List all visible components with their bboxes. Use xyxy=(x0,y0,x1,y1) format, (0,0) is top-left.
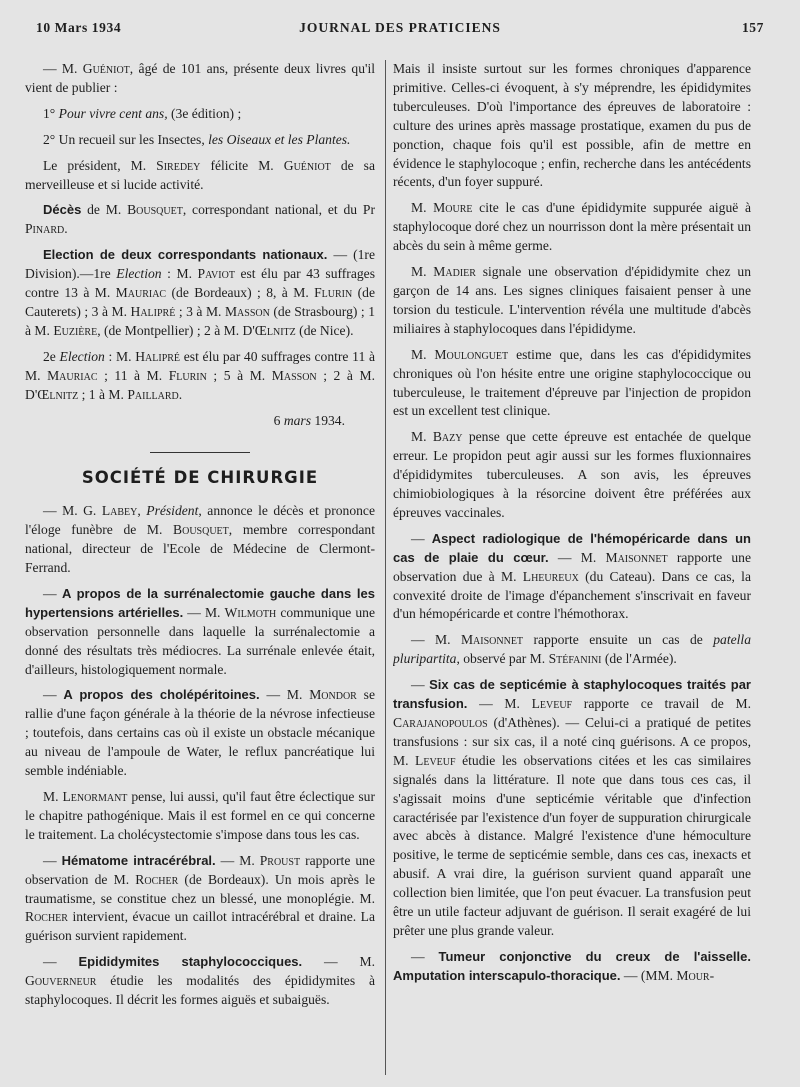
paragraph-labey: — M. G. Labey, Président, annonce le décès et prononce l'éloge funèbre de M. Bousquet, membre correspondant national, directeur de l'Ecole de Médecine de Clermont-Ferrand. xyxy=(25,503,375,576)
paragraph-book-1: 1° Pour vivre cent ans, (3e édition) ; xyxy=(43,105,242,121)
paragraph-president: Le président, M. Siredey félicite M. Guéniot de sa merveilleuse et si lucide activité. xyxy=(25,157,375,192)
paragraph-moure: M. Moure cite le cas d'une épididymite suppurée aiguë à staphylocoque doré chez un nourrisson dont la mère présentait un abcès du sein à même germe. xyxy=(393,200,751,254)
paragraph-surrenalectomie: — A propos de la surrénalectomie gauche dans les hypertensions artérielles. — M. Wilmoth communique une observation personnelle dans laquelle la surrénalectomie a donné des résultats très médiocres. La surrénale enlevée était, d'ailleurs, histologiquement normale. xyxy=(25,585,375,677)
paragraph-madier: M. Madier signale une observation d'épididymite chez un garçon de 14 ans. Les signes cliniques faisaient penser à une torsion du testicule. L'intervention révéla une multitude d'abcès miliaires à staphylocoques dans l'épididyme. xyxy=(393,264,751,336)
paragraph-septicemie: — Six cas de septicémie à staphylocoques traités par transfusion. — M. Leveuf rapporte ce travail de M. Carajanopoulos (d'Athènes). — Celui-ci a pratiqué de petites transfusions : sur six cas, il a noté cinq guérisons. A ce propos, M. Leveuf étudie les observations citées et les cas similaires signalés dans la littérature. Il note que dans tous ces cas, il s'agissait moins d'une septicémie véritable que d'infection caractérisée par l'existence d'un foyer de suppuration chirurgicale avec abcès à distance. Malgré l'existence d'une hémoculture positive, le terme de septicémie semble, dans ces cas, inexacts et abusif. A vrai dire, la guérison survient quand apparaît une collection bien limitée, que l'on peut évacuer. La transfusion peut être un utile facteur adjuvant de guérison. Il serait exagéré de lui prêter une plus grande valeur. xyxy=(393,677,751,938)
page-header xyxy=(36,16,764,38)
paragraph-election-1: Election de deux correspondants nationaux. — (1re Division).—1re Election : M. Paviot est élu par 43 suffrages contre 13 à M. Mauriac (de Bordeaux) ; 8, à M. Flurin (de Cauterets) ; 3 à M. Halipré ; 3 à M. Masson (de Strasbourg) ; 1 à M. Euzière, (de Montpellier) ; 2 à M. D'Œlnitz (de Nice). xyxy=(25,247,375,338)
paragraph-patella: — M. Maisonnet rapporte ensuite un cas de patella pluripartita, observé par M. Stéfanini (de l'Armée). xyxy=(393,632,751,667)
paragraph-gueniot-books: — M. Guéniot, âgé de 101 ans, présente deux livres qu'il vient de publier : xyxy=(25,61,375,95)
left-column xyxy=(25,60,375,1080)
paragraph-epididymites: — Epididymites staphylococciques. — M. Gouverneur étudie les modalités des épididymites à staphylocoques. Il décrit les formes aiguës et subaiguës. xyxy=(25,954,375,1008)
header-journal-title: JOURNAL DES PRATICIENS xyxy=(299,20,501,35)
section-separator xyxy=(150,452,250,453)
paragraph-formes-chroniques: Mais il insiste surtout sur les formes chroniques d'apparence primitive. Celles-ci évoquent, à s'y méprendre, les épididymites tuberculeuses. D'où l'importance des épreuves de laboratoire : culture des urines après massage prostatique, examen du pus de ponction, chaque fois qu'il est possible, afin de mettre en évidence le staphylocoque ; enfin, recherche dans les antécédents récents, d'un foyer suppuré. xyxy=(393,61,751,190)
right-column xyxy=(393,60,751,1080)
paragraph-book-2: 2° Un recueil sur les Insectes, les Oiseaux et les Plantes. xyxy=(43,131,351,147)
paragraph-moulonguet: M. Moulonguet estime que, dans les cas d'épididymites chroniques où l'on hésite entre une origine staphylococcique ou tuberculeuse, le traitement d'épreuve par l'injection de propidon est un excellent test clinique. xyxy=(393,346,751,419)
header-page-number: 157 xyxy=(741,20,764,35)
paragraph-lenormant: M. Lenormant pense, lui aussi, qu'il faut être éclectique sur le chapitre pathogénique. Mais il est formel en ce qui concerne le traitement. La cholécystectomie s'impose dans tous les cas. xyxy=(25,789,375,842)
session-date: 6 mars 1934. xyxy=(273,412,345,428)
paragraph-choleperitoines: — A propos des cholépéritoines. — M. Mondor se rallie d'une façon générale à la théorie de la névrose infectieuse ; toutefois, dans certains cas où il existe un obstacle mécanique au niveau de l'ampoule de Water, le reflux pancréatique lui semble indéniable. xyxy=(25,687,375,779)
section-title-societe-chirurgie: SOCIÉTÉ DE CHIRURGIE xyxy=(81,468,319,488)
paragraph-election-2: 2e Election : M. Halipré est élu par 40 suffrages contre 11 à M. Mauriac ; 11 à M. Flurin ; 5 à M. Masson ; 2 à M. D'Œlnitz ; 1 à M. Paillard. xyxy=(25,348,375,402)
paragraph-bazy: M. Bazy pense que cette épreuve est entachée de quelque erreur. Le propidon peut agir aussi sur les formes fluxionnaires d'épididymites tuberculeuses. A son avis, les épreuves chimiobiologiques à la résorcine doivent être préférées aux épreuves vaccinales. xyxy=(393,429,751,520)
paragraph-tumeur-aisselle: — Tumeur conjonctive du creux de l'aisselle. Amputation interscapulo-thoracique. — (MM. Mour- xyxy=(393,948,751,983)
column-divider xyxy=(385,60,386,1075)
paragraph-hematome: — Hématome intracérébral. — M. Proust rapporte une observation de M. Rocher (de Bordeaux). Un mois après le traumatisme, se constitue chez un blessé, une monoplégie. M. Rocher intervient, évacue un caillot intracérébral et draine. La guérison survient rapidement. xyxy=(25,852,375,944)
header-date: 10 Mars 1934 xyxy=(36,20,122,35)
paragraph-deces: Décès de M. Bousquet, correspondant national, et du Pr Pinard. xyxy=(25,202,375,237)
paragraph-hemopericarde: — Aspect radiologique de l'hémopéricarde dans un cas de plaie du cœur. — M. Maisonnet rapporte une observation due à M. Lheureux (du Cateau). Dans ce cas, la convexité droite de l'image d'épanchement s'inscrivait en faveur d'un hémopéricarde et contre l'hémothorax. xyxy=(393,530,751,622)
